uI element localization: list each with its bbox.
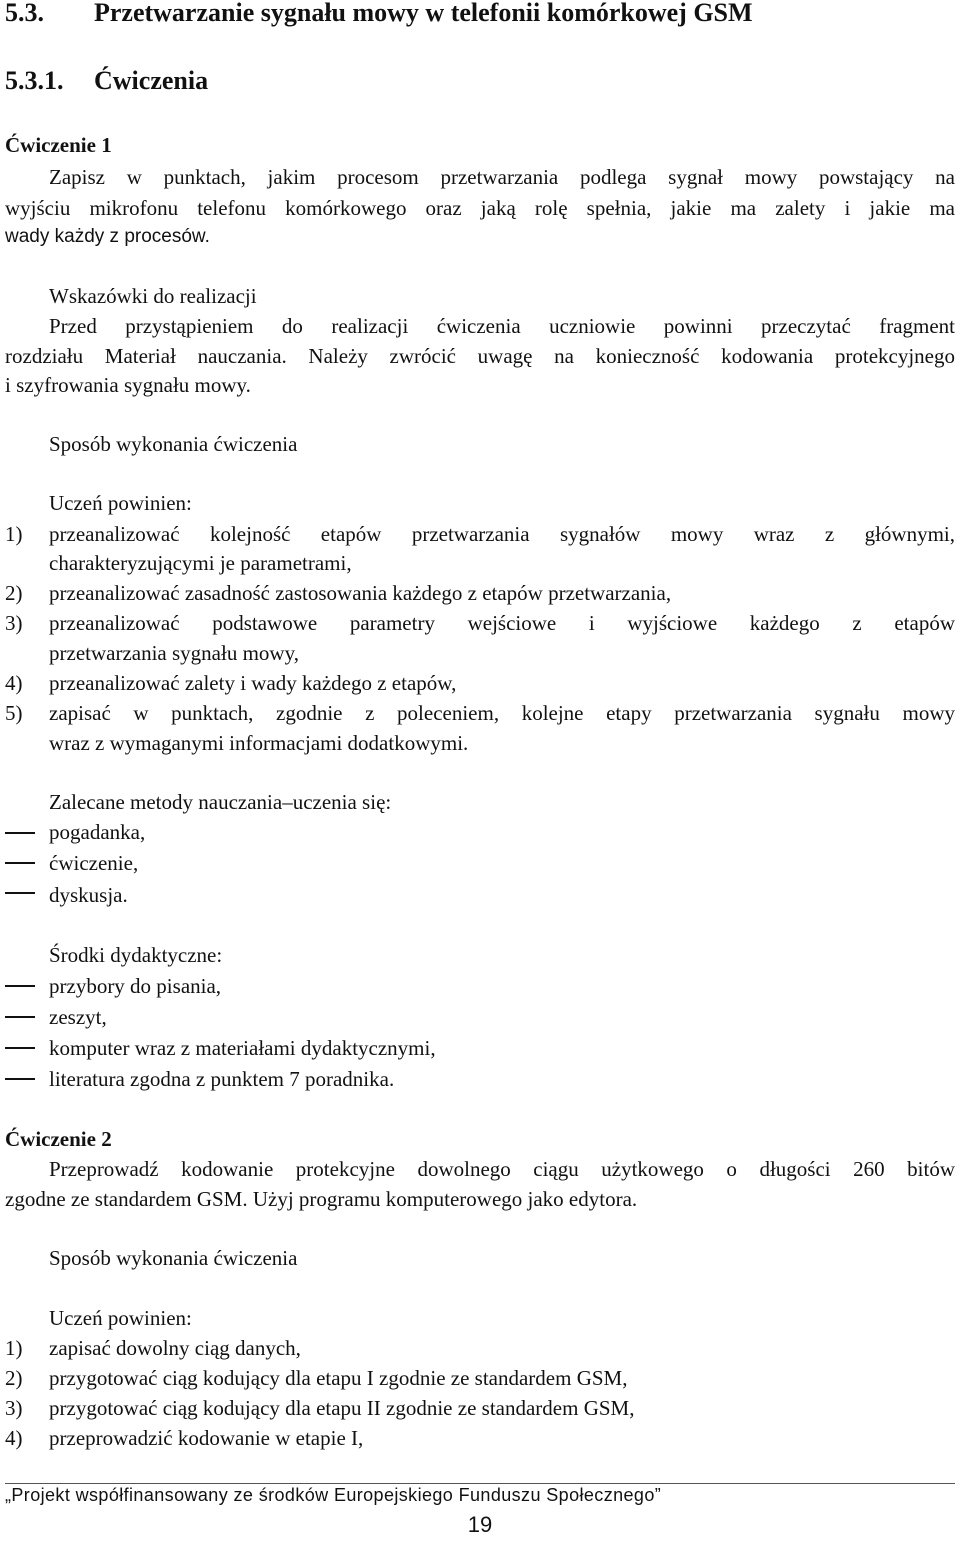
section-number: 5.3. — [5, 0, 44, 27]
exercise-1-title: Ćwiczenie 1 — [5, 133, 112, 157]
step-text: wraz z wymaganymi informacjami dodatkowymi. — [49, 731, 469, 755]
subsection-number: 5.3.1. — [5, 66, 64, 95]
method-heading: Sposób wykonania ćwiczenia — [49, 432, 298, 456]
exercise-1-task-line: wyjściu mikrofonu telefonu komórkowego oraz jaką rolę spełnia, jakie ma zalety i jakie ma — [5, 196, 955, 220]
bullet-dash — [5, 1016, 35, 1018]
step-number: 1) — [5, 1336, 23, 1360]
bullet-dash — [5, 1047, 35, 1049]
step-text: zapisać w punktach, zgodnie z poleceniem, kolejne etapy przetwarzania sygnału mowy — [49, 701, 955, 725]
methods-heading: Zalecane metody nauczania–uczenia się: — [49, 790, 392, 814]
step-text: przeanalizować podstawowe parametry wejściowe i wyjściowe każdego z etapów — [49, 611, 955, 635]
step-number: 4) — [5, 671, 23, 695]
step-number: 3) — [5, 1396, 23, 1420]
bullet-dash — [5, 862, 35, 864]
step-text: przygotować ciąg kodujący dla etapu II zgodnie ze standardem GSM, — [49, 1396, 635, 1420]
aids-item: literatura zgodna z punktem 7 poradnika. — [49, 1067, 395, 1091]
exercise-1-task-line: Zapisz w punktach, jakim procesom przetwarzania podlega sygnał mowy powstający na — [49, 165, 955, 189]
step-text: przeanalizować zasadność zastosowania każdego z etapów przetwarzania, — [49, 581, 672, 605]
step-number: 4) — [5, 1426, 23, 1450]
step-text: charakteryzującymi je parametrami, — [49, 551, 352, 575]
exercise-2-title: Ćwiczenie 2 — [5, 1127, 112, 1151]
step-text: przetwarzania sygnału mowy, — [49, 641, 299, 665]
step-number: 5) — [5, 701, 23, 725]
bullet-dash — [5, 892, 35, 894]
bullet-dash — [5, 985, 35, 987]
step-number: 2) — [5, 1366, 23, 1390]
bullet-dash — [5, 1078, 35, 1080]
aids-item: komputer wraz z materiałami dydaktycznymi, — [49, 1036, 436, 1060]
subsection-title: Ćwiczenia — [94, 66, 209, 95]
footer-divider — [5, 1483, 955, 1484]
step-text: zapisać dowolny ciąg danych, — [49, 1336, 301, 1360]
hints-line: rozdziału Materiał nauczania. Należy zwrócić uwagę na konieczność kodowania protekcyjnego — [5, 344, 955, 368]
footer-text: „Projekt współfinansowany ze środków Europejskiego Funduszu Społecznego” — [5, 1485, 662, 1505]
aids-item: przybory do pisania, — [49, 974, 222, 998]
aids-item: zeszyt, — [49, 1005, 107, 1029]
hints-line: i szyfrowania sygnału mowy. — [5, 373, 251, 397]
step-number: 3) — [5, 611, 23, 635]
hints-line: Przed przystąpieniem do realizacji ćwiczenia uczniowie powinni przeczytać fragment — [49, 314, 955, 338]
exercise-2-task-line: Przeprowadź kodowanie protekcyjne dowolnego ciągu użytkowego o długości 260 bitów — [49, 1157, 955, 1181]
methods-item: ćwiczenie, — [49, 851, 139, 875]
methods-item: pogadanka, — [49, 820, 146, 844]
hints-heading: Wskazówki do realizacji — [49, 284, 257, 308]
step-text: przeanalizować zalety i wady każdego z etapów, — [49, 671, 457, 695]
step-text: przygotować ciąg kodujący dla etapu I zgodnie ze standardem GSM, — [49, 1366, 628, 1390]
step-text: przeprowadzić kodowanie w etapie I, — [49, 1426, 364, 1450]
method-heading: Sposób wykonania ćwiczenia — [49, 1246, 298, 1270]
step-text: przeanalizować kolejność etapów przetwarzania sygnałów mowy wraz z głównymi, — [49, 522, 955, 546]
student-heading: Uczeń powinien: — [49, 491, 192, 515]
section-title: Przetwarzanie sygnału mowy w telefonii komórkowej GSM — [94, 0, 753, 27]
step-number: 2) — [5, 581, 23, 605]
methods-item: dyskusja. — [49, 883, 128, 907]
aids-heading: Środki dydaktyczne: — [49, 943, 223, 967]
exercise-2-task-line: zgodne ze standardem GSM. Użyj programu komputerowego jako edytora. — [5, 1187, 638, 1211]
section-heading — [5, 0, 753, 28]
exercise-1-task-line: wady każdy z procesów. — [5, 226, 210, 247]
subsection-heading — [5, 66, 208, 96]
bullet-dash — [5, 832, 35, 834]
step-number: 1) — [5, 522, 23, 546]
page-number: 19 — [467, 1512, 493, 1537]
student-heading: Uczeń powinien: — [49, 1306, 192, 1330]
